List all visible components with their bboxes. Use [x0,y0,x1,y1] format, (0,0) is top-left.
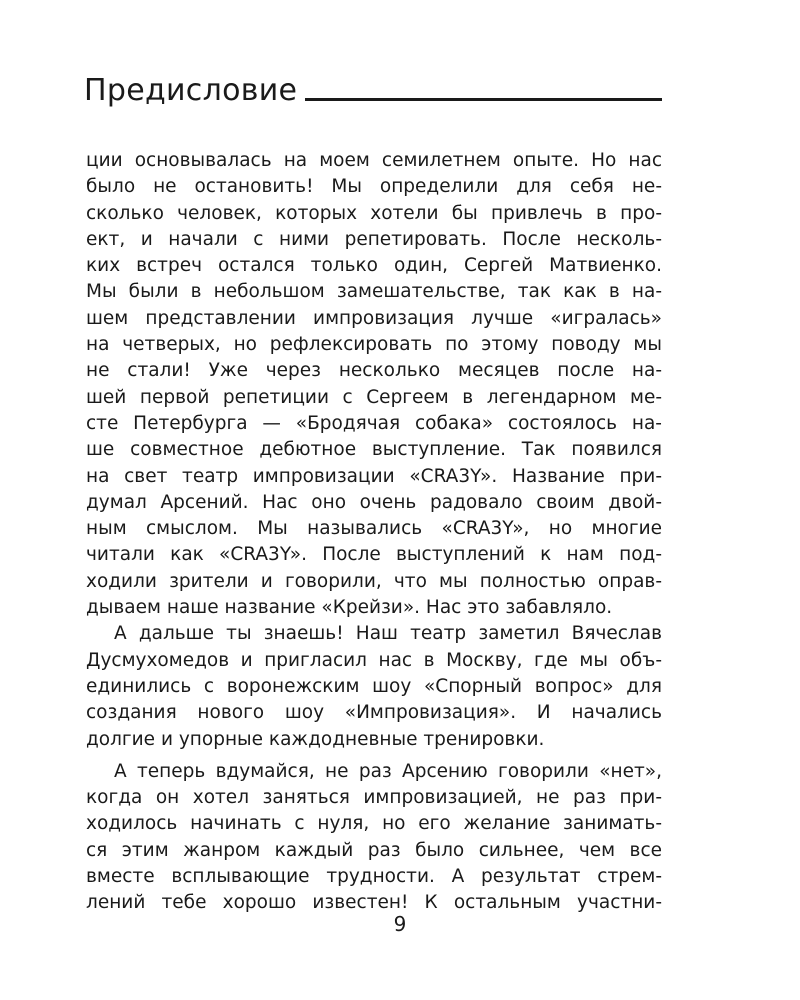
text-line: единились с воронежским шоу «Спорный вопрос» для [86,675,662,697]
paragraph [86,148,662,621]
text-line: Дусмухомедов и пригласил нас в Москву, где мы объ- [86,649,662,671]
text-line: думал Арсений. Нас оно очень радовало своим двой- [86,491,662,513]
text-line: читали как «CRA3Y». После выступлений к нам под- [86,544,662,566]
text-line: дываем наше название «Крейзи». Нас это забавляло. [86,597,613,619]
text-line: шем представлении импровизация лучше «игралась» [86,307,662,329]
text-line: когда он хотел заняться импровизацией, не раз при- [86,787,662,809]
text-line: вместе всплывающие трудности. А результат стрем- [86,866,662,888]
paragraph [86,621,662,752]
text-line: было не остановить! Мы определили для себя не- [86,176,662,198]
text-line: ным смыслом. Мы назывались «CRA3Y», но многие [86,518,662,540]
text-line: не стали! Уже через несколько месяцев после на- [86,360,662,382]
text-line: А дальше ты знаешь! Наш театр заметил Вячеслав [114,623,662,645]
text-line: ся этим жанром каждый раз было сильнее, чем все [86,839,662,861]
body-text [86,148,662,917]
text-line: ше совместное дебютное выступление. Так появился [86,439,662,461]
text-line: ких встреч остался только один, Сергей Матвиенко. [86,255,662,277]
text-line: на свет театр импровизации «CRA3Y». Название при- [86,465,662,487]
text-line: Мы были в небольшом замешательстве, так как в на- [86,281,662,303]
paragraph [86,759,662,917]
text-line: создания нового шоу «Импровизация». И начались [86,702,662,724]
text-line: сколько человек, которых хотели бы привлечь в про- [86,202,662,224]
text-line: ект, и начали с ними репетировать. После несколь- [86,228,662,250]
text-line: на четверых, но рефлексировать по этому поводу мы [86,334,662,356]
page-title: Предисловие [84,73,298,108]
text-line: ходили зрители и говорили, что мы полностью оправ- [86,570,662,592]
text-line: ходилось начинать с нуля, но его желание занимать- [86,813,662,835]
text-line: А теперь вдумайся, не раз Арсению говорили «нет», [114,760,662,782]
page-number: 9 [393,912,407,936]
text-line: долгие и упорные каждодневные тренировки. [86,728,545,750]
text-line: ции основывалась на моем семилетнем опыте. Но нас [86,150,662,171]
header-rule [305,98,662,101]
text-line: лений тебе хорошо известен! К остальным участни- [86,892,662,914]
text-line: сте Петербурга — «Бродячая собака» состоялось на- [86,412,662,434]
page-header [84,66,662,108]
text-line: шей первой репетиции с Сергеем в легендарном ме- [86,386,662,408]
